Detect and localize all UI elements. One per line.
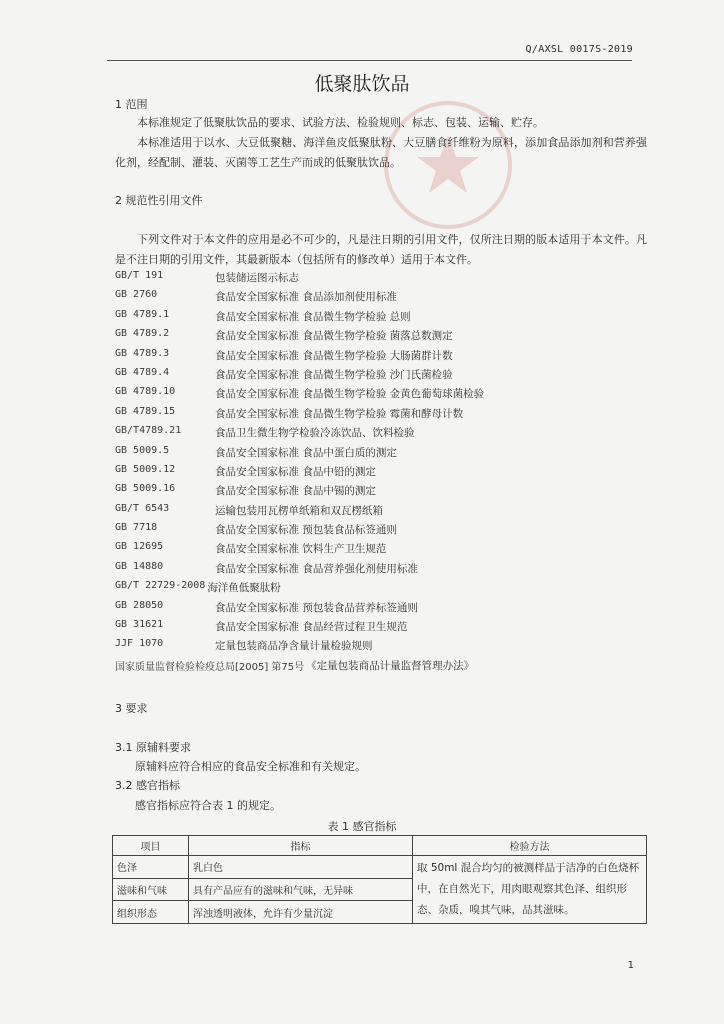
reference-title: 食品安全国家标准 食品中蛋白质的测定 <box>215 446 397 459</box>
reference-item <box>115 445 484 464</box>
reference-item <box>115 309 484 328</box>
table-1-caption: 表 1 感官指标 <box>327 820 397 833</box>
reference-item <box>115 289 484 308</box>
column-header-spec: 指标 <box>189 836 413 856</box>
reference-code: GB/T 6543 <box>115 502 170 514</box>
row-item-color: 色泽 <box>113 856 189 879</box>
section-3-1-paragraph: 原辅料应符合相应的食品安全标准和有关规定。 <box>135 760 366 773</box>
reference-title: 食品安全国家标准 食品微生物学检验 沙门氏菌检验 <box>215 368 453 381</box>
reference-item <box>115 483 484 502</box>
reference-title: 食品安全国家标准 食品中铅的测定 <box>215 465 376 478</box>
section-2-intro: 下列文件对于本文件的应用是必不可少的，凡是注日期的引用文件，仅所注日期的版本适用于本文件。凡是不注日期的引用文件，其最新版本（包括所有的修改单）适用于本文件。 <box>115 233 647 266</box>
row-spec-taste: 具有产品应有的滋味和气味，无异味 <box>189 878 413 901</box>
section-2-heading: 2 规范性引用文件 <box>115 194 203 207</box>
reference-code: GB 5009.12 <box>115 463 176 475</box>
test-method-cell: 取 50ml 混合均匀的被测样品于洁净的白色烧杯中，在自然光下，用肉眼观察其色泽、组织形态、杂质，嗅其气味，品其滋味。 <box>413 856 647 924</box>
reference-item <box>115 367 484 386</box>
row-spec-color: 乳白色 <box>189 856 413 879</box>
reference-code: GB 5009.5 <box>115 444 170 456</box>
header-rule <box>107 60 632 61</box>
reference-item <box>115 464 484 483</box>
reference-code: GB 4789.1 <box>115 308 170 320</box>
section-3-2-heading: 3.2 感官指标 <box>115 779 180 792</box>
section-1-paragraph-1: 本标准规定了低聚肽饮品的要求、试验方法、检验规则、标志、包装、运输、贮存。 <box>137 116 544 129</box>
reference-title: 食品安全国家标准 饮料生产卫生规范 <box>215 543 387 556</box>
reference-code: GB 4789.10 <box>115 386 176 398</box>
reference-item <box>115 348 484 367</box>
reference-title: 食品安全国家标准 食品微生物学检验 大肠菌群计数 <box>215 349 453 362</box>
standard-number: Q/AXSL 0017S-2019 <box>525 44 633 55</box>
section-3-heading: 3 要求 <box>115 702 148 715</box>
reference-item <box>115 270 484 289</box>
reference-title: 食品安全国家标准 预包装食品标签通则 <box>215 524 397 537</box>
reference-code: GB 4789.3 <box>115 347 170 359</box>
reference-item <box>115 580 484 599</box>
reference-item <box>115 658 484 677</box>
section-1-heading: 1 范围 <box>115 98 148 111</box>
reference-title: 定量包装商品净含量计量检验规则 <box>215 640 373 653</box>
reference-title: 包装储运图示标志 <box>215 272 299 284</box>
page-number: 1 <box>627 960 634 971</box>
column-header-method: 检验方法 <box>413 836 647 856</box>
reference-code: GB/T 191 <box>115 270 164 281</box>
reference-title: 《定量包装商品计量监督管理办法》 <box>306 659 475 672</box>
reference-title: 食品安全国家标准 食品微生物学检验 总则 <box>215 310 411 323</box>
reference-title: 食品安全国家标准 预包装食品营养标签通则 <box>215 601 418 614</box>
reference-code: GB 4789.15 <box>115 405 176 417</box>
section-1-paragraph-2: 本标准适用于以水、大豆低聚糖、海洋鱼皮低聚肽粉、大豆膳食纤维粉为原料，添加食品添加剂和营养强化剂，经配制、灌装、灭菌等工艺生产而成的低聚肽饮品。 <box>115 136 647 169</box>
reference-title: 运输包装用瓦楞单纸箱和双瓦楞纸箱 <box>215 504 383 517</box>
reference-title: 食品安全国家标准 食品添加剂使用标准 <box>215 291 397 304</box>
reference-item <box>115 541 484 560</box>
column-header-item: 项目 <box>113 836 189 856</box>
section-3-1-heading: 3.1 原辅料要求 <box>115 741 191 754</box>
reference-code: 国家质量监督检验检疫总局[2005] 第75号 <box>115 661 305 673</box>
reference-item <box>115 328 484 347</box>
reference-code: GB 28050 <box>115 599 164 611</box>
reference-code: GB 12695 <box>115 541 164 553</box>
reference-code: GB 4789.2 <box>115 328 170 340</box>
reference-item <box>115 522 484 541</box>
reference-list <box>115 270 484 677</box>
table-row <box>113 856 647 879</box>
reference-code: GB 2760 <box>115 289 158 301</box>
reference-item <box>115 425 484 444</box>
reference-title: 食品安全国家标准 食品中锡的测定 <box>215 485 376 498</box>
reference-title: 食品卫生微生物学检验冷冻饮品、饮料检验 <box>215 427 415 440</box>
reference-code: GB 4789.4 <box>115 366 170 378</box>
reference-code: GB 14880 <box>115 560 164 572</box>
reference-code: GB 7718 <box>115 522 158 534</box>
reference-code: GB/T 22729-2008 <box>115 580 206 592</box>
reference-item <box>115 503 484 522</box>
reference-item <box>115 619 484 638</box>
reference-title: 食品安全国家标准 食品微生物学检验 金黄色葡萄球菌检验 <box>215 388 485 401</box>
row-item-taste: 滋味和气味 <box>113 878 189 901</box>
reference-item <box>115 600 484 619</box>
reference-item <box>115 638 484 657</box>
reference-code: GB/T4789.21 <box>115 425 182 437</box>
reference-title: 食品安全国家标准 食品微生物学检验 菌落总数测定 <box>215 330 453 343</box>
reference-code: JJF 1070 <box>115 638 164 650</box>
reference-title: 海洋鱼低聚肽粉 <box>207 582 281 595</box>
reference-item <box>115 406 484 425</box>
reference-code: GB 5009.16 <box>115 483 176 495</box>
reference-title: 食品安全国家标准 食品营养强化剂使用标准 <box>215 562 418 575</box>
document-title: 低聚肽饮品 <box>314 73 410 95</box>
row-item-texture: 组织形态 <box>113 901 189 924</box>
reference-title: 食品安全国家标准 食品经营过程卫生规范 <box>215 621 408 634</box>
reference-code: GB 31621 <box>115 619 164 631</box>
table-header-row <box>113 836 647 856</box>
sensory-index-table <box>112 835 647 924</box>
reference-item <box>115 561 484 580</box>
reference-title: 食品安全国家标准 食品微生物学检验 霉菌和酵母计数 <box>215 407 464 420</box>
reference-item <box>115 386 484 405</box>
row-spec-texture: 浑浊透明液体，允许有少量沉淀 <box>189 901 413 924</box>
section-3-2-paragraph: 感官指标应符合表 1 的规定。 <box>135 799 281 812</box>
